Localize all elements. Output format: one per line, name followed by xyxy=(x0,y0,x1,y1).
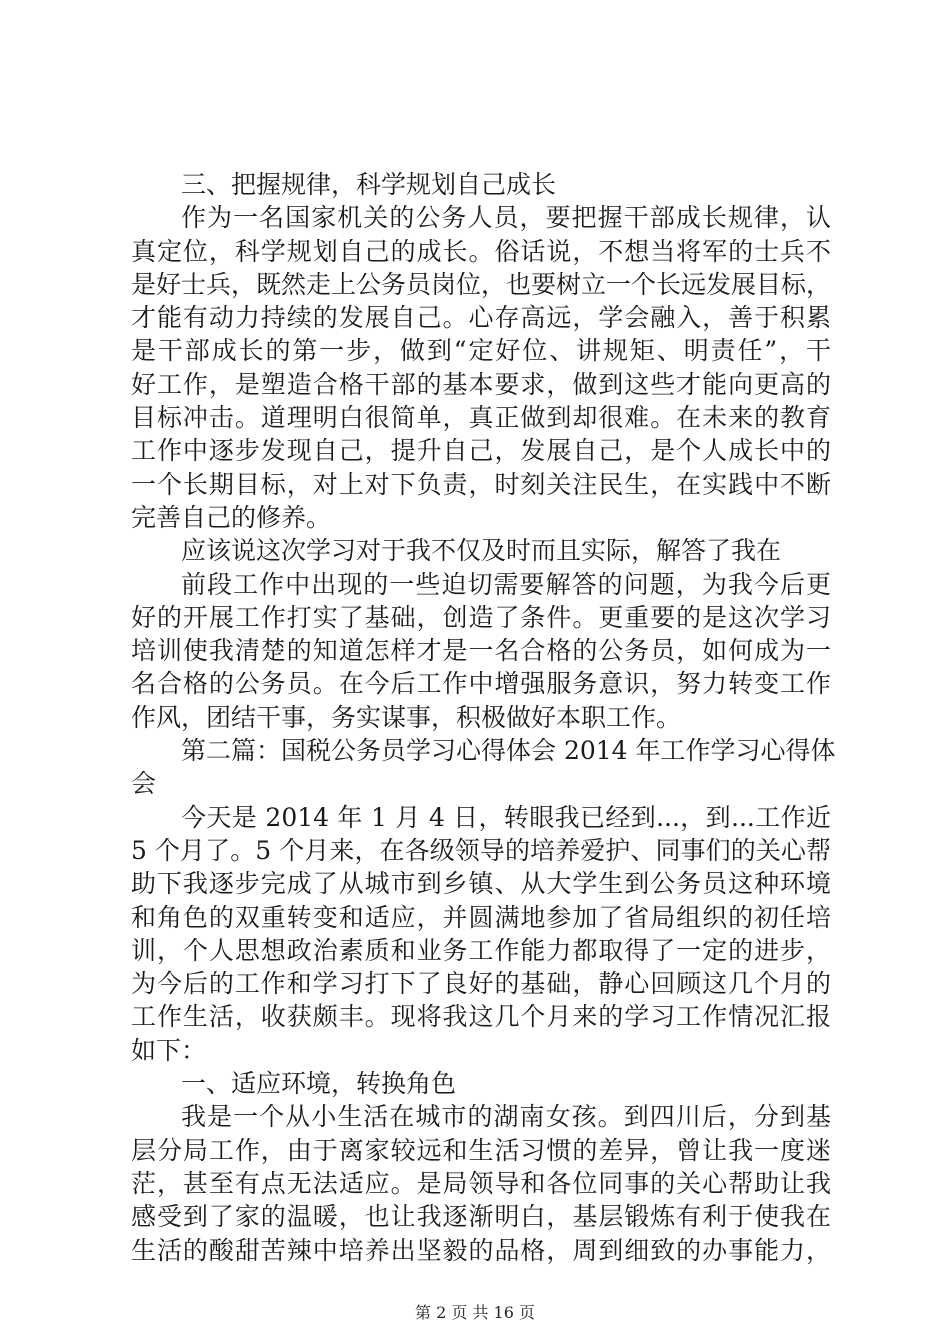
document-body xyxy=(131,168,836,1267)
text-line: 生活的酸甜苦辣中培养出坚毅的品格，周到细致的办事能力， xyxy=(131,1235,831,1265)
text-line: 好的开展工作打实了基础，创造了条件。更重要的是这次学习 xyxy=(131,602,831,632)
text-line: 和角色的双重转变和适应，并圆满地参加了省局组织的初任培 xyxy=(131,902,831,932)
text-line: 培训使我清楚的知道怎样才是一名合格的公务员，如何成为一 xyxy=(131,636,831,666)
text-line: 如下： xyxy=(131,1035,207,1065)
text-line: 助下我逐步完成了从城市到乡镇、从大学生到公务员这种环境 xyxy=(131,869,831,899)
text-line: 会 xyxy=(131,769,157,799)
text-line: 训，个人思想政治素质和业务工作能力都取得了一定的进步， xyxy=(131,935,831,965)
text-line: 作风，团结干事，务实谋事，积极做好本职工作。 xyxy=(131,702,682,732)
text-line: 三、把握规律，科学规划自己成长 xyxy=(181,170,557,199)
page-number-footer: 第 2 页 共 16 页 xyxy=(415,1303,535,1322)
text-line: 工作生活，收获颇丰。现将我这几个月来的学习工作情况汇报 xyxy=(131,1002,831,1032)
text-line: 真定位，科学规划自己的成长。俗话说，不想当将军的士兵不 xyxy=(131,236,831,266)
text-line: 层分局工作，由于离家较远和生活习惯的差异，曾让我一度迷 xyxy=(131,1135,831,1165)
text-line: 今天是 2014 年 1 月 4 日，转眼我已经到...，到...工作近 xyxy=(181,802,831,832)
text-line: 一、适应环境，转换角色 xyxy=(181,1069,457,1099)
text-line: 感受到了家的温暖，也让我逐渐明白，基层锻炼有利于使我在 xyxy=(131,1202,831,1232)
text-line: 一个长期目标，对上对下负责，时刻关注民生，在实践中不断 xyxy=(131,469,831,499)
text-line: 前段工作中出现的一些迫切需要解答的问题，为我今后更 xyxy=(181,569,831,599)
text-line: 才能有动力持续的发展自己。心存高远，学会融入，善于积累 xyxy=(131,303,831,333)
text-line: 我是一个从小生活在城市的湖南女孩。到四川后，分到基 xyxy=(181,1102,831,1132)
text-line: 好工作，是塑造合格干部的基本要求，做到这些才能向更高的 xyxy=(131,369,831,399)
text-line: 5 个月了。5 个月来，在各级领导的培养爱护、同事们的关心帮 xyxy=(131,835,831,865)
text-line: 是干部成长的第一步，做到“定好位、讲规矩、明责任”，干 xyxy=(131,336,831,366)
text-line: 工作中逐步发现自己，提升自己，发展自己，是个人成长中的 xyxy=(131,436,831,466)
text-line: 完善自己的修养。 xyxy=(131,502,332,532)
text-line: 第二篇：国税公务员学习心得体会 2014 年工作学习心得体 xyxy=(181,736,836,766)
text-line: 是好士兵，既然走上公务员岗位，也要树立一个长远发展目标， xyxy=(131,269,832,299)
text-line: 应该说这次学习对于我不仅及时而且实际，解答了我在 xyxy=(181,536,782,566)
text-line: 茫，甚至有点无法适应。是局领导和各位同事的关心帮助让我 xyxy=(131,1168,831,1198)
text-line: 目标冲击。道理明白很简单，真正做到却很难。在未来的教育 xyxy=(131,403,831,433)
text-line: 作为一名国家机关的公务人员，要把握干部成长规律，认 xyxy=(181,203,831,233)
text-line: 名合格的公务员。在今后工作中增强服务意识，努力转变工作 xyxy=(131,669,831,699)
text-line: 为今后的工作和学习打下了良好的基础，静心回顾这几个月的 xyxy=(131,969,831,999)
